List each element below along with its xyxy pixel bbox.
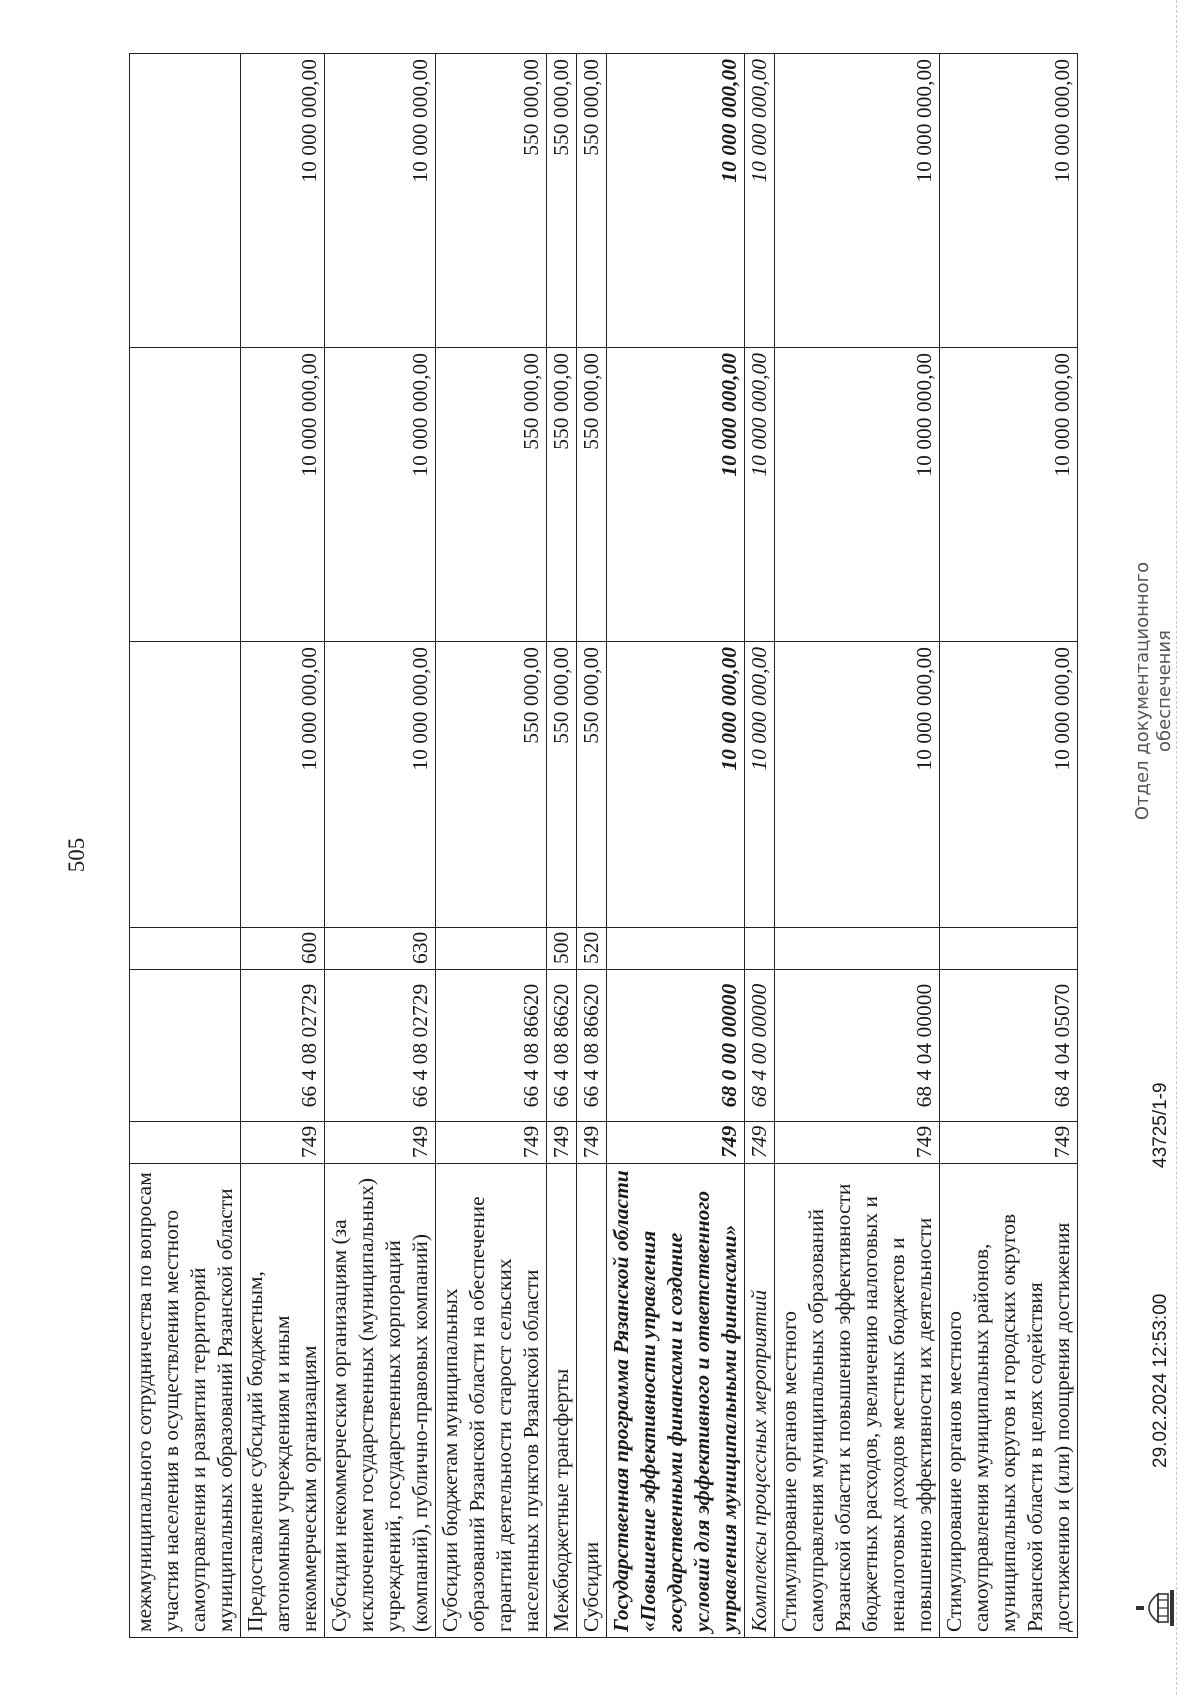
cell-expense-type: [745, 928, 775, 970]
cell-amount-year-2: 10 000 000,00: [940, 348, 1078, 642]
cell-expense-type: [940, 928, 1078, 970]
table-row: [940, 54, 1078, 1638]
cell-ministry-code: 749: [241, 1122, 325, 1164]
cell-name: Межбюджетные трансферты: [547, 1164, 577, 1638]
cell-amount-year-2: 550 000,00: [577, 348, 607, 642]
cell-amount-year-3: 550 000,00: [547, 54, 577, 348]
stamp-line-1: Отдел документационного: [1132, 561, 1153, 821]
cell-expense-type: [130, 928, 241, 970]
cell-amount-year-2: 550 000,00: [436, 348, 547, 642]
page-footer: [1130, 54, 1190, 1638]
cell-ministry-code: 749: [547, 1122, 577, 1164]
cell-target-article: 66 4 08 86620: [436, 970, 547, 1122]
cell-amount-year-2: 10 000 000,00: [607, 348, 745, 642]
table-row: [325, 54, 436, 1638]
cell-expense-type: 500: [547, 928, 577, 970]
cell-amount-year-2: [130, 348, 241, 642]
cell-amount-year-1: 550 000,00: [577, 642, 607, 928]
cell-amount-year-1: 10 000 000,00: [940, 642, 1078, 928]
cell-amount-year-3: 10 000 000,00: [325, 54, 436, 348]
cell-target-article: 68 4 04 05070: [940, 970, 1078, 1122]
cell-target-article: 66 4 08 02729: [241, 970, 325, 1122]
cell-amount-year-3: 550 000,00: [436, 54, 547, 348]
cell-ministry-code: 749: [325, 1122, 436, 1164]
cell-amount-year-3: 10 000 000,00: [940, 54, 1078, 348]
budget-table-body: [130, 54, 1078, 1638]
cell-name: Субсидии бюджетам муниципальных образований Рязанской области на обеспечение гарантий деятельности старост сельских населенных пунктов Рязанской области: [436, 1164, 547, 1638]
coat-of-arms-icon: [1134, 1588, 1178, 1628]
cell-ministry-code: 749: [577, 1122, 607, 1164]
cell-amount-year-1: 10 000 000,00: [775, 642, 940, 928]
cell-ministry-code: 749: [940, 1122, 1078, 1164]
table-row: [241, 54, 325, 1638]
cell-amount-year-1: 10 000 000,00: [325, 642, 436, 928]
table-row: [607, 54, 745, 1638]
cell-ministry-code: 749: [436, 1122, 547, 1164]
cell-amount-year-2: 550 000,00: [547, 348, 577, 642]
cell-amount-year-2: 10 000 000,00: [325, 348, 436, 642]
cell-target-article: 66 4 08 02729: [325, 970, 436, 1122]
cell-amount-year-1: 10 000 000,00: [745, 642, 775, 928]
cell-amount-year-1: [130, 642, 241, 928]
cell-name: Стимулирование органов местного самоуправления муниципальных образований Рязанской области к повышению эффективности бюджетных расходов, увеличению налоговых и неналоговых доходов местных бюджетов и повышению эффективности их деятельности: [775, 1164, 940, 1638]
cell-target-article: 66 4 08 86620: [547, 970, 577, 1122]
cell-amount-year-3: [130, 54, 241, 348]
cell-amount-year-2: 10 000 000,00: [775, 348, 940, 642]
cell-name: Субсидии некоммерческим организациям (за исключением государственных (муниципальных) учреждений, государственных корпораций (компаний), публично-правовых компаний): [325, 1164, 436, 1638]
table-row: [745, 54, 775, 1638]
cell-amount-year-2: 10 000 000,00: [241, 348, 325, 642]
cell-expense-type: 520: [577, 928, 607, 970]
cell-target-article: 68 0 00 00000: [607, 970, 745, 1122]
cell-amount-year-1: 10 000 000,00: [607, 642, 745, 928]
page-number: 505: [64, 837, 89, 873]
cell-expense-type: [607, 928, 745, 970]
cell-amount-year-3: 10 000 000,00: [607, 54, 745, 348]
cell-name: межмуниципального сотрудничества по вопросам участия населения в осуществлении местного самоуправления и развитии территорий муниципальных образований Рязанской области: [130, 1164, 241, 1638]
cell-ministry-code: 749: [745, 1122, 775, 1164]
cell-target-article: [130, 970, 241, 1122]
table-row: [436, 54, 547, 1638]
cell-amount-year-3: 550 000,00: [577, 54, 607, 348]
cell-name: Комплексы процессных мероприятий: [745, 1164, 775, 1638]
cell-expense-type: 630: [325, 928, 436, 970]
cell-ministry-code: [130, 1122, 241, 1164]
cell-expense-type: [436, 928, 547, 970]
table-row: [130, 54, 241, 1638]
cell-ministry-code: 749: [775, 1122, 940, 1164]
cell-amount-year-1: 550 000,00: [547, 642, 577, 928]
cell-name: Стимулирование органов местного самоуправления муниципальных районов, муниципальных округов и городских округов Рязанской области в целях содействия достижению и (или) поощрения достижения: [940, 1164, 1078, 1638]
cell-amount-year-1: 550 000,00: [436, 642, 547, 928]
budget-table: [129, 53, 1078, 1638]
table-row: [775, 54, 940, 1638]
cell-amount-year-3: 10 000 000,00: [745, 54, 775, 348]
cell-name: Государственная программа Рязанской области «Повышение эффективности управления государственными финансами и создание условий для эффективного и ответственного управления муниципальными финансами»: [607, 1164, 745, 1638]
cell-target-article: 68 4 04 00000: [775, 970, 940, 1122]
cell-target-article: 66 4 08 86620: [577, 970, 607, 1122]
cell-amount-year-1: 10 000 000,00: [241, 642, 325, 928]
stamp-line-2: обеспечения: [1154, 630, 1175, 752]
table-row: [577, 54, 607, 1638]
cell-ministry-code: 749: [607, 1122, 745, 1164]
scan-edge-line: [1176, 0, 1177, 1695]
cell-amount-year-3: 10 000 000,00: [241, 54, 325, 348]
cell-expense-type: [775, 928, 940, 970]
cell-amount-year-3: 10 000 000,00: [775, 54, 940, 348]
cell-name: Субсидии: [577, 1164, 607, 1638]
document-number: 43725/1-9: [1150, 1082, 1171, 1168]
cell-name: Предоставление субсидий бюджетным, автономным учреждениям и иным некоммерческим организациям: [241, 1164, 325, 1638]
document-date: 29.02.2024 12:53:00: [1150, 1293, 1171, 1468]
table-row: [547, 54, 577, 1638]
department-stamp: [1132, 556, 1176, 826]
cell-target-article: 68 4 00 00000: [745, 970, 775, 1122]
cell-amount-year-2: 10 000 000,00: [745, 348, 775, 642]
cell-expense-type: 600: [241, 928, 325, 970]
